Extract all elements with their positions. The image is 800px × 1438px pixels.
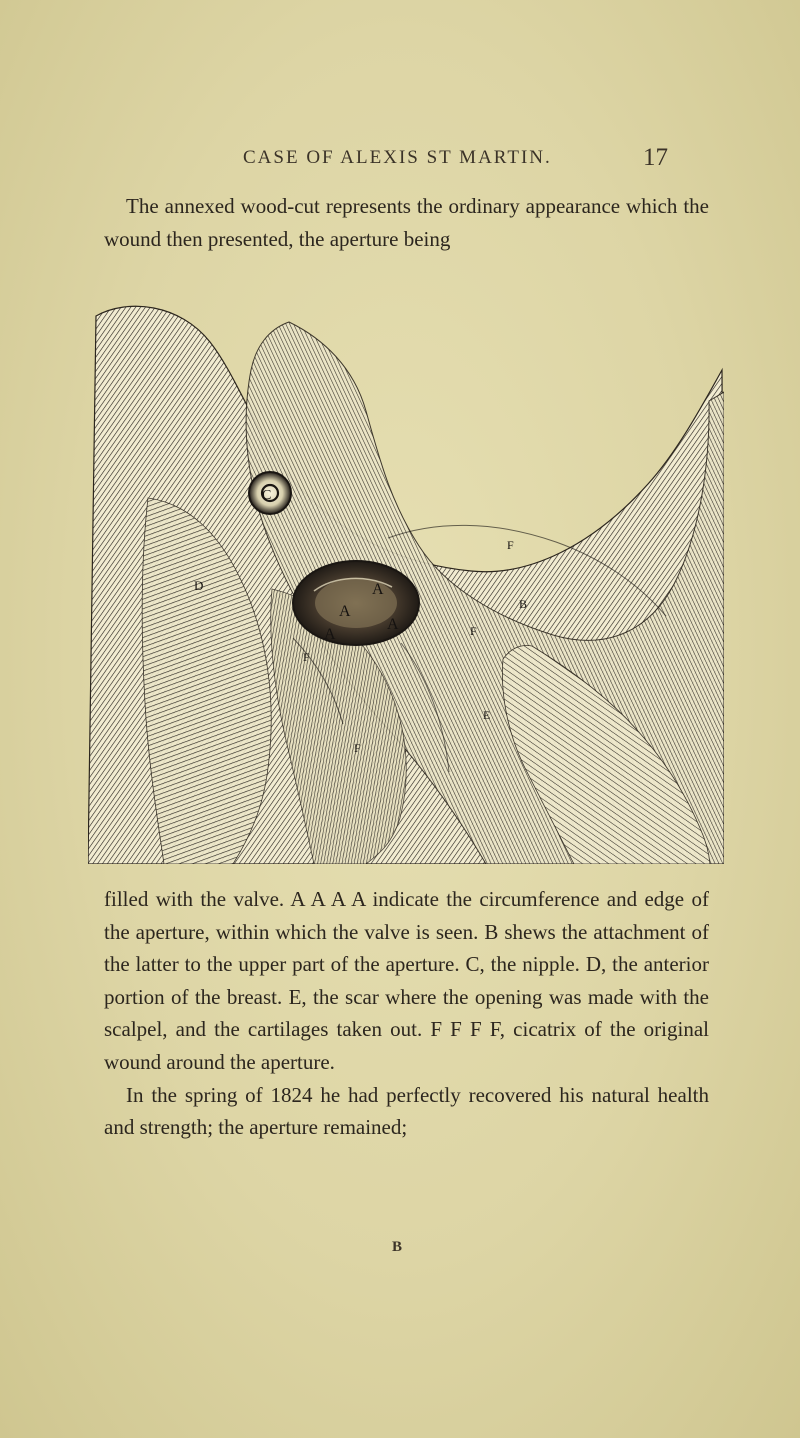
label-a2: A <box>372 581 384 598</box>
caption-paragraph-1: filled with the valve. A A A A indicate the circumference and edge of the aperture, within which the valve is seen. B shews the attachment of the latter to the upper part of the aperture. C, the nipple. D, the anterior portion of the breast. E, the scar where the opening was made with the scalpel, and the cartilages taken out. F F F F, cicatrix of the original wound around the aperture. <box>104 887 709 1074</box>
label-d: D <box>194 578 204 593</box>
page-header <box>0 144 800 177</box>
label-f4: F <box>507 538 514 552</box>
running-head: CASE OF ALEXIS ST MARTIN. <box>243 147 552 168</box>
label-f2: F <box>354 741 361 755</box>
top-paragraph-text: The annexed wood-cut represents the ordinary appearance which the wound then presented, the aperture being <box>104 194 709 251</box>
woodcut-illustration <box>88 298 724 864</box>
top-paragraph <box>104 190 709 255</box>
label-a3: A <box>387 616 399 633</box>
label-f3: F <box>470 624 477 638</box>
label-a4: A <box>324 626 336 643</box>
label-e: E <box>483 708 491 722</box>
signature-mark: B <box>392 1239 403 1255</box>
label-a1: A <box>339 603 351 620</box>
caption-block <box>104 883 709 1144</box>
valve-icon <box>315 578 397 628</box>
label-b: B <box>519 597 528 611</box>
label-f1: F <box>303 650 310 664</box>
page-number: 17 <box>643 144 668 171</box>
woodcut-svg <box>88 298 724 864</box>
label-c: C <box>262 488 272 503</box>
caption-paragraph-2: In the spring of 1824 he had perfectly recovered his natural health and strength; the aperture remained; <box>104 1082 709 1140</box>
